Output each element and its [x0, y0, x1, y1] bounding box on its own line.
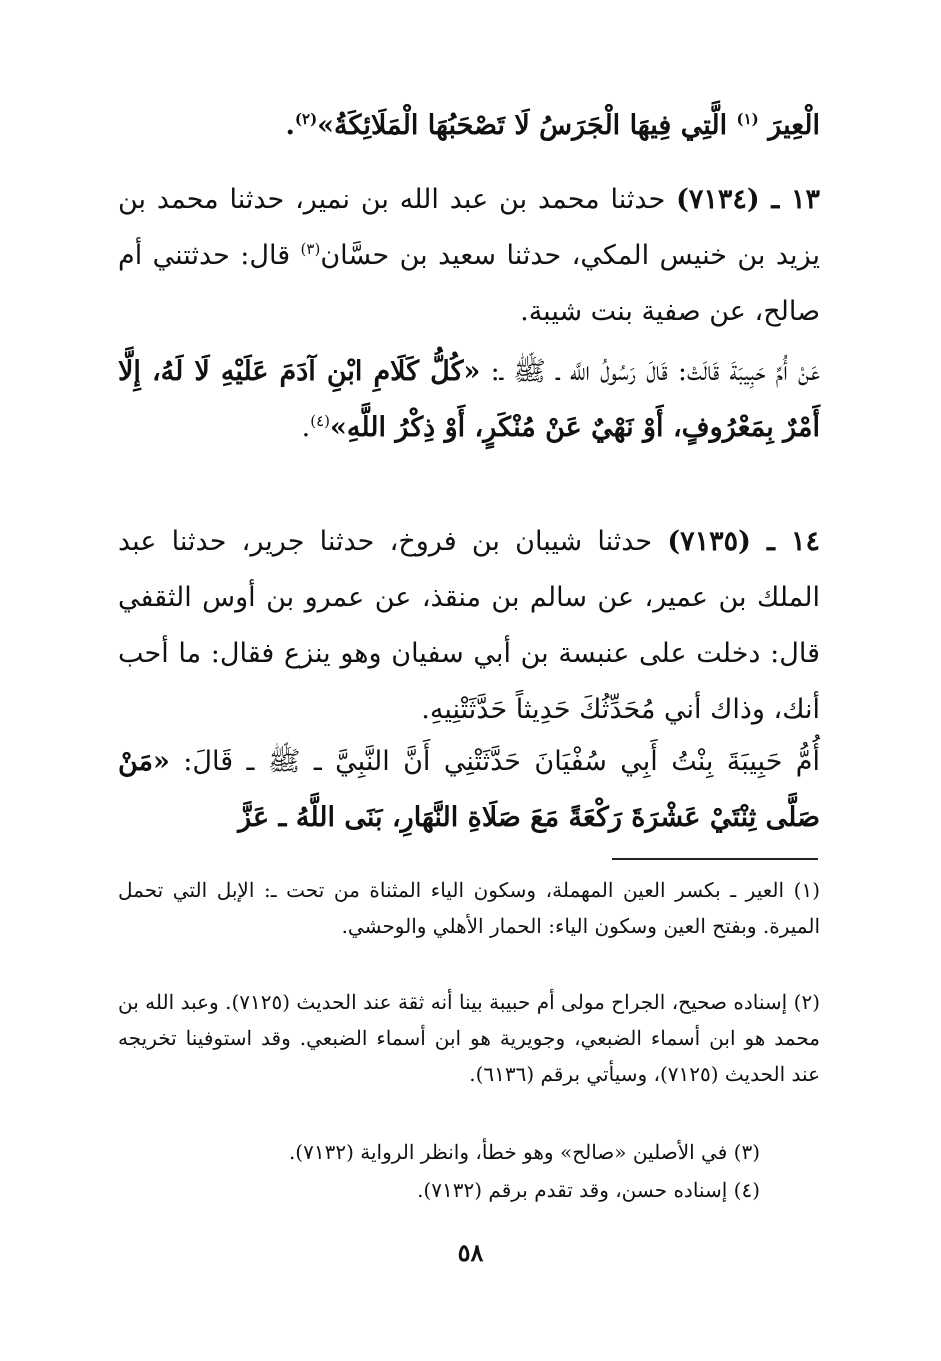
hadith-14-matn-intro: أُمُّ حَبِيبَةَ بِنْتُ أَبِي سُفْيَانَ حَدَّثَتْنِي أَنَّ النَّبِيَّ ـ ﷺ ـ قَالَ: [169, 746, 820, 777]
footnote-ref-4: (٤) [310, 412, 331, 430]
hadith-14-matn [118, 734, 820, 846]
top-line-text-b: الَّتِي فِيهَا الْجَرَسُ لَا تَصْحَبُهَا الْمَلَائِكَةُ» [317, 110, 737, 141]
page-number: ٥٨ [457, 1238, 484, 1267]
top-line-text-c: . [285, 110, 295, 141]
top-line-text-a: الْعِيرَ [768, 110, 820, 141]
footnote-ref-2: (٢) [294, 110, 318, 128]
hadith-13-matn-text: «كُلُّ كَلَامِ ابْنِ آدَمَ عَلَيْهِ لَا لَهُ، إِلَّا أَمْرٌ بِمَعْرُوفٍ، أَوْ نَهْيٌ عَنْ مُنْكَرٍ، أَوْ ذِكْرُ اللَّهِ» [118, 356, 820, 443]
footnote-ref-1: (١) [736, 110, 759, 128]
hadith-13-isnad-text: حدثنا محمد بن عبد الله بن نمير، حدثنا محمد بن يزيد بن خنيس المكي، حدثنا سعيد بن حسَّان [118, 184, 820, 271]
hadith-14-isnad-text: حدثنا شيبان بن فروخ، حدثنا جرير، حدثنا عبد الملك بن عمير، عن سالم بن منقذ، عن عمرو بن أوس الثقفي قال: دخلت على عنبسة بن أبي سفيان وهو ينزع فقال: ما أحب أنك، وذاك أني مُحَدِّثُكَ حَدِيثاً حَدَّثَتْنِيهِ. [118, 526, 820, 725]
footnote-2: (٢) إسناده صحيح، الجراح مولى أم حبيبة بينا أنه ثقة عند الحديث (٧١٢٥). وعبد الله بن محمد هو ابن أسماء الضبعي، وجويرية هو ابن أسماء الضبعي. وقد استوفينا تخريجه عند الحديث (٧١٢٥)، وسيأتي برقم (٦١٣٦). [118, 990, 820, 1086]
hadith-14-matn-text: «مَنْ صَلَّى ثِنْتَيْ عَشْرَةَ رَكْعَةً مَعَ صَلَاةِ النَّهَارِ، بَنَى اللَّهُ ـ عَزَّ [118, 746, 820, 833]
hadith-13-isnad-end: قال: حدثتني أم صالح، عن صفية بنت شيبة. [118, 240, 820, 327]
previous-hadith-ending [118, 98, 820, 154]
hadith-13-number: ١٣ ـ (٧١٣٤) [676, 184, 820, 215]
hadith-13-matn-intro: عَنْ أُمِّ حَبِيبَةَ قَالَتْ: قَالَ رَسُولُ اللَّه ـ ﷺ ـ: [480, 356, 820, 387]
footnote-1: (١) العير ـ بكسر العين المهملة، وسكون الياء المثناة من تحت ـ: الإبل التي تحمل الميرة. وبفتح العين وسكون الياء: الحمار الأهلي والوحشي. [118, 878, 820, 938]
footnote-4: (٤) إسناده حسن، وقد تقدم برقم (٧١٣٢). [417, 1178, 760, 1202]
hadith-13-matn [118, 344, 820, 456]
footnote-separator [612, 858, 818, 860]
hadith-14-number: ١٤ ـ (٧١٣٥) [667, 526, 820, 557]
hadith-14-isnad [118, 514, 820, 738]
footnote-3: (٣) في الأصلين «صالح» وهو خطأ، وانظر الرواية (٧١٣٢). [288, 1140, 760, 1164]
hadith-13-isnad [118, 172, 820, 340]
hadith-13-matn-end: . [301, 412, 311, 443]
footnote-ref-3: (٣) [300, 240, 321, 258]
